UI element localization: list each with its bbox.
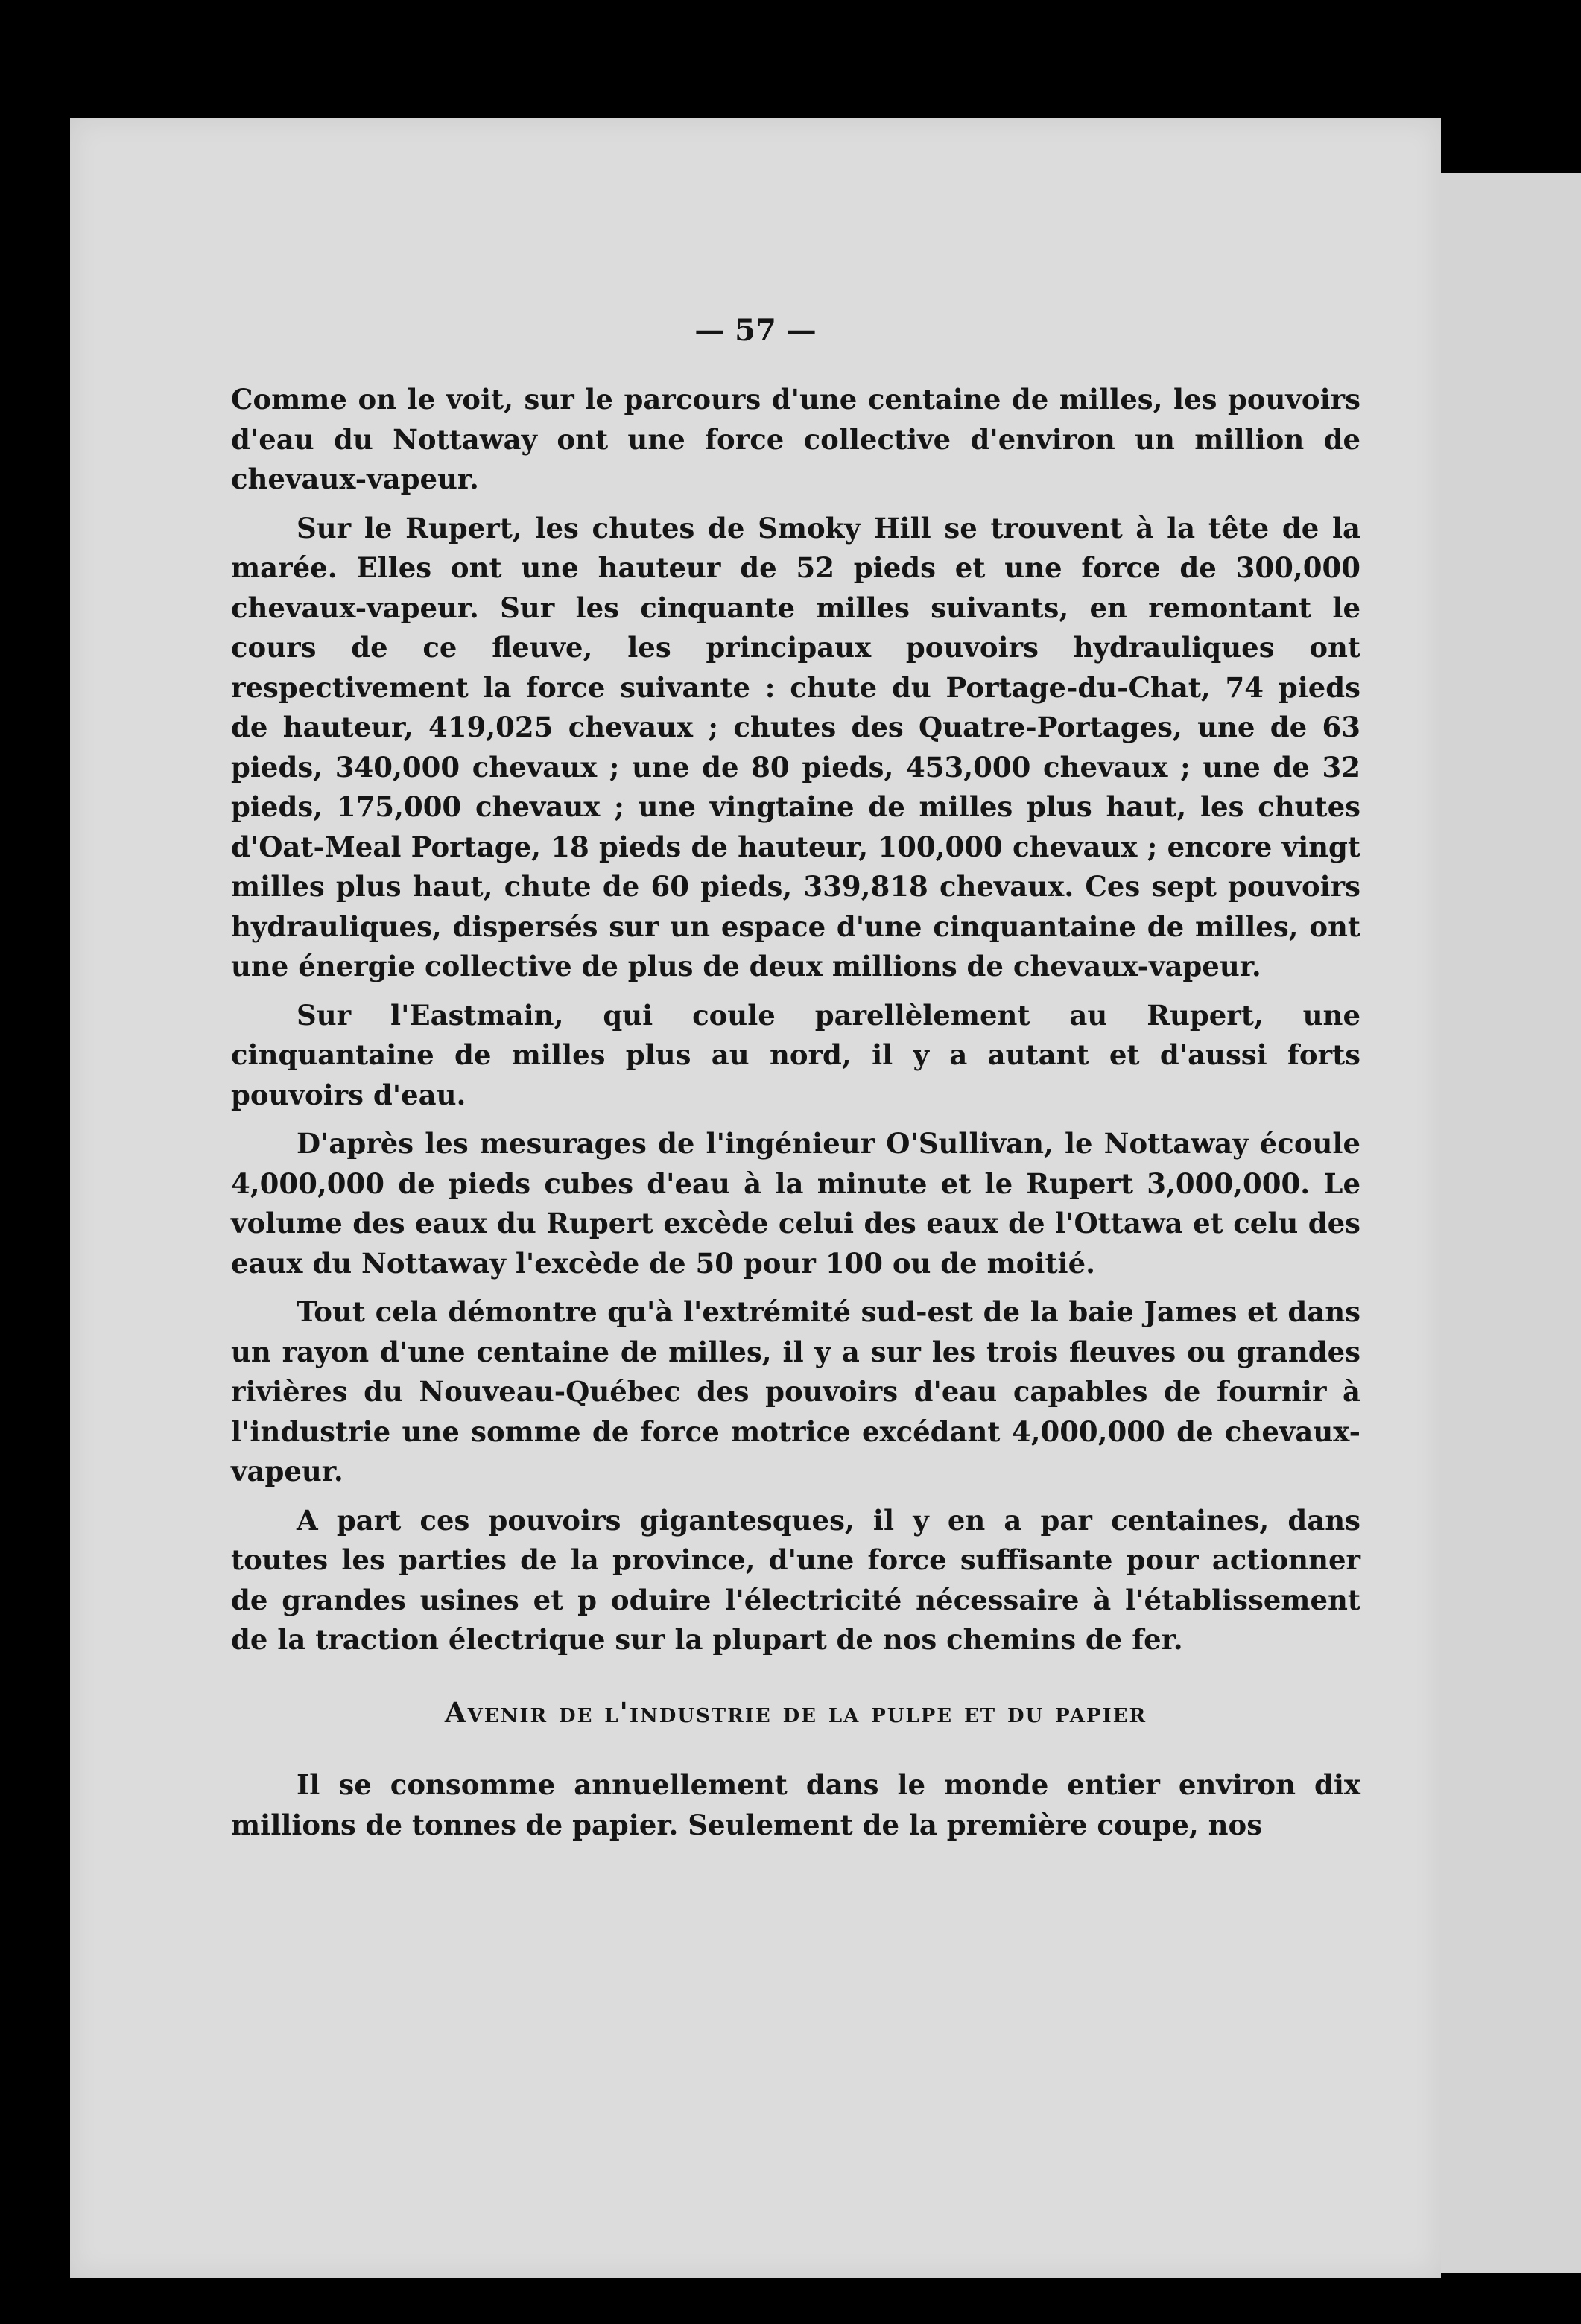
paragraph: Il se consomme annuellement dans le monde entier environ dix millions de tonnes de papier. Seulement de la première coupe, nos: [231, 1768, 1360, 1841]
book-page: [70, 118, 1441, 2278]
body-text: [231, 380, 1360, 1845]
paragraph: Sur le Rupert, les chutes de Smoky Hill se trouvent à la tête de la marée. Elles ont une hauteur de 52 pieds et une force de 300,000 chevaux-vapeur. Sur les cinquante milles suivants, en remontant le cours de ce fleuve, les principaux pouvoirs hydrauliques ont respectivement la force suivante : chute du Portage-du-Chat, 74 pieds de hauteur, 419,025 chevaux ; chutes des Quatre-Portages, une de 63 pieds, 340,000 chevaux ; une de 80 pieds, 453,000 chevaux ; une de 32 pieds, 175,000 chevaux ; une vingtaine de milles plus haut, les chutes d'Oat-Meal Portage, 18 pieds de hauteur, 100,000 chevaux ; encore vingt milles plus haut, chute de 60 pieds, 339,818 chevaux. Ces sept pouvoirs hydrauliques, dispersés sur un espace d'une cinquantaine de milles, ont une énergie collective de plus de deux millions de chevaux-vapeur.: [231, 511, 1360, 982]
paragraph: A part ces pouvoirs gigantesques, il y en a par centaines, dans toutes les parties de la province, d'une force suffisante pour actionner de grandes usines et p oduire l'électricité nécessaire à l'établissement de la traction électrique sur la plupart de nos chemins de fer.: [231, 1503, 1360, 1656]
page-number: — 57 —: [694, 313, 817, 348]
section-heading: Avenir de l'industrie de la pulpe et du papier: [444, 1695, 1147, 1729]
paragraph: Tout cela démontre qu'à l'extrémité sud-est de la baie James et dans un rayon d'une centaine de milles, il y a sur les trois fleuves ou grandes rivières du Nouveau-Québec des pouvoirs d'eau capables de fournir à l'industrie une somme de force motrice excédant 4,000,000 de chevaux-vapeur.: [231, 1295, 1360, 1488]
paragraph: Comme on le voit, sur le parcours d'une centaine de milles, les pouvoirs d'eau du Nottaway ont une force collective d'environ un million de chevaux-vapeur.: [231, 383, 1360, 495]
paragraph: Sur l'Eastmain, qui coule parellèlement au Rupert, une cinquantaine de milles plus au nord, il y a autant et d'aussi forts pouvoirs d'eau.: [231, 998, 1360, 1111]
paragraph: D'après les mesurages de l'ingénieur O'Sullivan, le Nottaway écoule 4,000,000 de pieds cubes d'eau à la minute et le Rupert 3,000,000. Le volume des eaux du Rupert excède celui des eaux de l'Ottawa et celu des eaux du Nottaway l'excède de 50 pour 100 ou de moitié.: [231, 1127, 1360, 1280]
